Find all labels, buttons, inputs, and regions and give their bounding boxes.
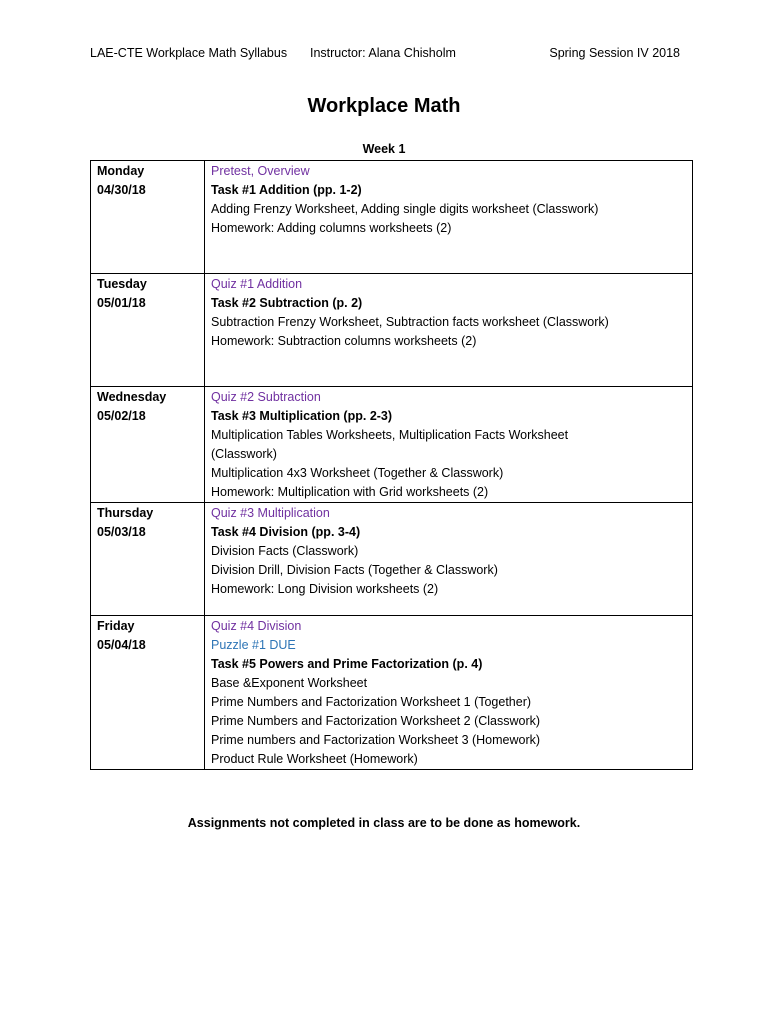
activity-together: Division Drill, Division Facts (Together & Classwork): [211, 563, 498, 577]
table-row-tuesday: [91, 274, 693, 387]
activity-quiz: Quiz #4 Division: [211, 619, 302, 633]
activity-task: Task #2 Subtraction (p. 2): [211, 296, 363, 310]
activity-worksheet: Prime Numbers and Factorization Worksheet 1 (Together): [211, 695, 532, 709]
activity-task: Task #4 Division (pp. 3-4): [211, 525, 361, 539]
activity-puzzle-due: Puzzle #1 DUE: [211, 638, 296, 652]
activities-cell: [205, 274, 693, 387]
activity-classwork: Multiplication Tables Worksheets, Multiplication Facts Worksheet: [211, 428, 569, 442]
schedule-table: [90, 160, 693, 770]
activity-task: Task #1 Addition (pp. 1-2): [211, 183, 362, 197]
day-name: Friday: [97, 619, 135, 633]
day-date: 05/02/18: [97, 409, 146, 423]
activity-homework: Homework: Subtraction columns worksheets (2): [211, 334, 477, 348]
footer-note: Assignments not completed in class are to be done as homework.: [187, 816, 581, 830]
activity-classwork: Subtraction Frenzy Worksheet, Subtraction facts worksheet (Classwork): [211, 315, 609, 329]
table-row-friday: [91, 616, 693, 770]
activities-cell: [205, 387, 693, 503]
table-row-thursday: [91, 503, 693, 616]
day-name: Monday: [97, 164, 145, 178]
document-title: Workplace Math: [307, 95, 461, 117]
day-cell: [91, 616, 205, 770]
day-cell: [91, 274, 205, 387]
page-header: [90, 46, 680, 64]
activity-homework: Homework: Multiplication with Grid worksheets (2): [211, 485, 489, 499]
day-cell: [91, 503, 205, 616]
activity-classwork: Adding Frenzy Worksheet, Adding single digits worksheet (Classwork): [211, 202, 599, 216]
header-instructor: Instructor: Alana Chisholm: [310, 46, 456, 60]
activity-worksheet: Prime numbers and Factorization Worksheet 3 (Homework): [211, 733, 541, 747]
activity-worksheet: Base &Exponent Worksheet: [211, 676, 368, 690]
activity-quiz: Quiz #3 Multiplication: [211, 506, 330, 520]
activity-homework: Homework: Long Division worksheets (2): [211, 582, 439, 596]
table-row-wednesday: [91, 387, 693, 503]
activity-task: Task #3 Multiplication (pp. 2-3): [211, 409, 393, 423]
activity-quiz: Quiz #1 Addition: [211, 277, 303, 291]
header-course: LAE-CTE Workplace Math Syllabus: [90, 46, 288, 60]
week-label: Week 1: [362, 142, 406, 156]
activity-pretest: Pretest, Overview: [211, 164, 310, 178]
activities-cell: [205, 161, 693, 274]
activity-classwork-cont: (Classwork): [211, 447, 277, 461]
day-name: Tuesday: [97, 277, 147, 291]
day-cell: [91, 387, 205, 503]
activity-quiz: Quiz #2 Subtraction: [211, 390, 321, 404]
activity-task: Task #5 Powers and Prime Factorization (p. 4): [211, 657, 483, 671]
day-date: 05/03/18: [97, 525, 146, 539]
activity-homework: Product Rule Worksheet (Homework): [211, 752, 418, 766]
table-row-monday: [91, 161, 693, 274]
activity-homework: Homework: Adding columns worksheets (2): [211, 221, 452, 235]
day-date: 05/01/18: [97, 296, 146, 310]
activity-together: Multiplication 4x3 Worksheet (Together & Classwork): [211, 466, 504, 480]
day-date: 04/30/18: [97, 183, 146, 197]
activities-cell: [205, 503, 693, 616]
activity-worksheet: Prime Numbers and Factorization Worksheet 2 (Classwork): [211, 714, 541, 728]
header-session: Spring Session IV 2018: [549, 46, 680, 60]
day-date: 05/04/18: [97, 638, 146, 652]
day-name: Thursday: [97, 506, 154, 520]
activities-cell: [205, 616, 693, 770]
day-name: Wednesday: [97, 390, 167, 404]
day-cell: [91, 161, 205, 274]
activity-classwork: Division Facts (Classwork): [211, 544, 359, 558]
